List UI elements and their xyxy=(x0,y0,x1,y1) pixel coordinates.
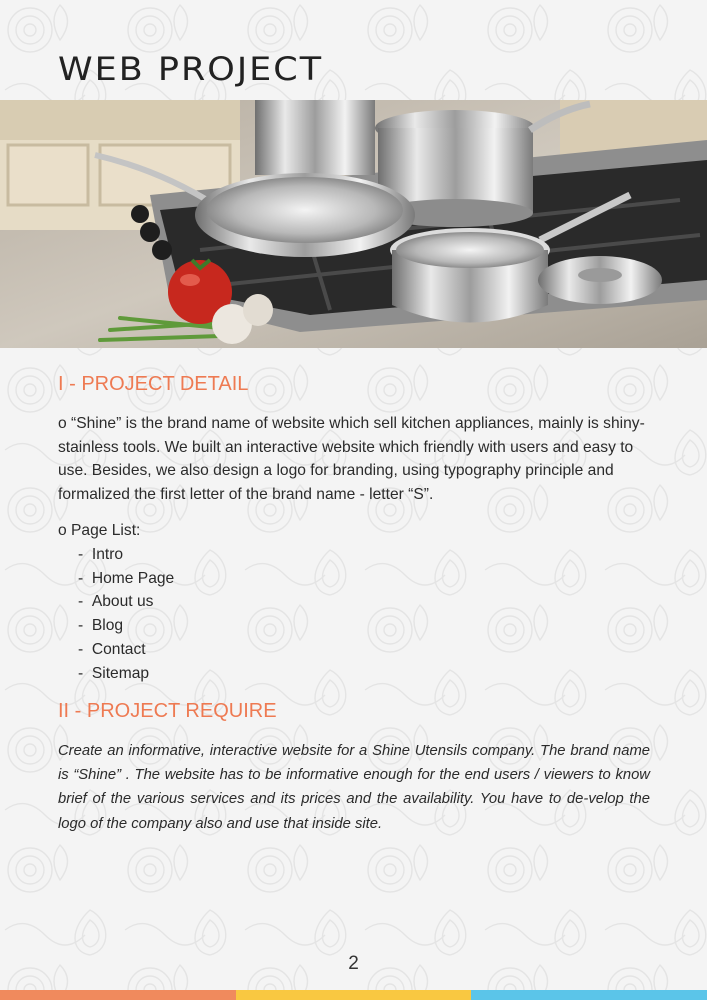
footer-bar-orange xyxy=(0,990,236,1000)
section-heading-project-require: II - PROJECT REQUIRE xyxy=(58,700,277,722)
project-detail-paragraph: o “Shine” is the brand name of website which sell kitchen appliances, mainly is shiny-stainless tools. We built an interactive website which friendly with users and easy to use. Besides, we also design a logo for branding, using typography principle and formalized the first letter of the brand name - letter “S”. xyxy=(58,415,645,503)
cookware-photo xyxy=(0,100,707,348)
page-title: WEB PROJECT xyxy=(58,51,324,89)
page-list-item: - Home Page xyxy=(78,567,174,591)
footer-color-bar xyxy=(0,990,707,1000)
page-list-label: o Page List: xyxy=(58,522,141,539)
page-list-item: - Sitemap xyxy=(78,662,174,686)
page-number: 2 xyxy=(348,953,359,974)
footer-bar-blue xyxy=(471,990,707,1000)
page-list-item: - Contact xyxy=(78,638,174,662)
page-list-item: - Blog xyxy=(78,614,174,638)
section-heading-project-detail: I - PROJECT DETAIL xyxy=(58,373,249,395)
page-list-item: - About us xyxy=(78,590,174,614)
footer-bar-yellow xyxy=(236,990,472,1000)
page-list-item: - Intro xyxy=(78,543,174,567)
page-list xyxy=(58,519,174,686)
project-require-paragraph: Create an informative, interactive website for a Shine Utensils company. The brand name is “Shine” . The website has to be informative enough for the end users / viewers to know brief of the various services and its prices and the availability. You have to de-velop the logo of the company also and use that inside site. xyxy=(58,743,650,832)
